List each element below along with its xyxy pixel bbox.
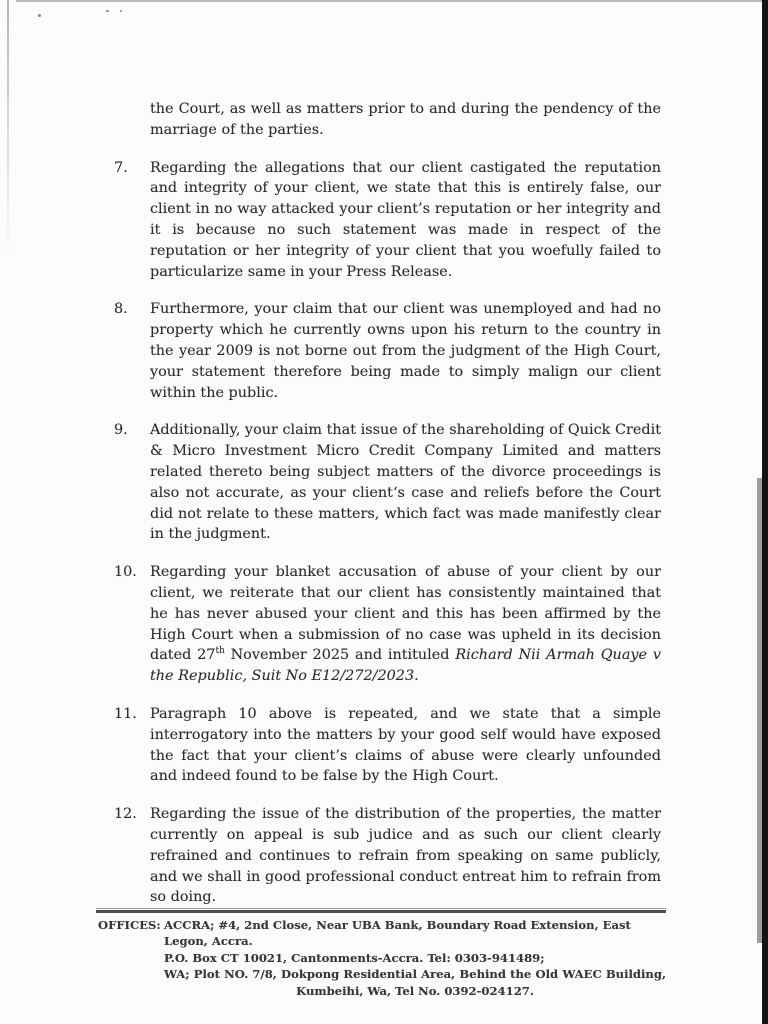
paragraph-text: Furthermore, your claim that our client was unemployed and had no property which he currently owns upon his return to the country in the year 2009 is not borne out from the judgment of the High Court, your statement therefore being made to simply malign our client within the public. bbox=[150, 301, 661, 401]
numbered-paragraph bbox=[114, 158, 661, 283]
numbered-paragraph bbox=[114, 704, 661, 787]
letterhead-footer bbox=[96, 908, 666, 999]
paragraph-number: 11. bbox=[114, 705, 137, 722]
paragraph-number: 7. bbox=[114, 159, 128, 176]
footer-text bbox=[96, 917, 666, 999]
scan-left-edge-line bbox=[7, 0, 9, 260]
footer-rule-thick bbox=[96, 910, 666, 913]
numbered-paragraph bbox=[114, 562, 661, 687]
scan-top-edge-line bbox=[16, 0, 768, 2]
scan-speck bbox=[120, 10, 122, 12]
numbered-paragraph-list bbox=[114, 158, 661, 909]
footer-address-line-pobox: P.O. Box CT 10021, Cantonments-Accra. Tel: 0303-941489; bbox=[164, 950, 545, 965]
continuation-paragraph: the Court, as well as matters prior to and during the pendency of the marriage of the parties. bbox=[150, 101, 661, 138]
paragraph-text: Regarding the issue of the distribution of the properties, the matter currently on appeal is sub judice and as such our client clearly refrained and continues to refrain from speaking on same publicly, and we shall in good professional conduct entreat him to refrain from so doing. bbox=[150, 806, 661, 906]
numbered-paragraph bbox=[114, 804, 661, 908]
paragraph-text: Regarding your blanket accusation of abuse of your client by our client, we reiterate that our client has consistently maintained that he has never abused your client and this has been affirmed by the High Court when a submission of no case was upheld in its decision dated 27th November 2025 and intituled Richard Nii Armah Quaye v the Republic, Suit No E12/272/2023. bbox=[150, 564, 661, 685]
paragraph-number: 9. bbox=[114, 422, 128, 439]
paragraph-text: Additionally, your claim that issue of the shareholding of Quick Credit & Micro Investment Micro Credit Company Limited and matters related thereto being subject matters of the divorce proceedings is also not accurate, as your client‘s case and reliefs before the Court did not relate to these matters, which fact was made manifestly clear in the judgment. bbox=[150, 422, 661, 543]
letter-body bbox=[114, 99, 661, 908]
paragraph-number: 8. bbox=[114, 301, 128, 318]
paragraph-number: 12. bbox=[114, 806, 137, 823]
numbered-paragraph bbox=[114, 420, 661, 545]
scan-right-edge-black-strip bbox=[762, 0, 768, 1024]
scan-speck bbox=[38, 14, 41, 17]
numbered-paragraph bbox=[114, 299, 661, 403]
scan-speck bbox=[106, 10, 109, 12]
footer-address-line-wa: WA; Plot NO. 7/8, Dokpong Residential Area, Behind the Old WAEC Building, bbox=[164, 967, 666, 982]
paragraph-text: Regarding the allegations that our client castigated the reputation and integrity of your client, we state that this is entirely false, our client in no way attacked your client’s reputation or her integrity and it is because no such statement was made in respect of the reputation or her integrity of your client that you woefully failed to particularize same in your Press Release. bbox=[150, 159, 661, 280]
footer-address-line-kumbeihi: Kumbeihi, Wa, Tel No. 0392-024127. bbox=[296, 983, 534, 998]
paragraph-number: 10. bbox=[114, 564, 137, 581]
footer-offices-label: OFFICES: bbox=[98, 918, 161, 932]
paragraph-text: Paragraph 10 above is repeated, and we state that a simple interrogatory into the matters by your good self would have exposed the fact that your client’s claims of abuse were clearly unfounded and indeed found to be false by the High Court. bbox=[150, 705, 661, 785]
footer-rule-thin bbox=[96, 908, 666, 909]
footer-address-line-accra: ACCRA; #4, 2nd Close, Near UBA Bank, Boundary Road Extension, East Legon, Accra. bbox=[164, 918, 631, 949]
footer-address-lines bbox=[164, 917, 666, 999]
